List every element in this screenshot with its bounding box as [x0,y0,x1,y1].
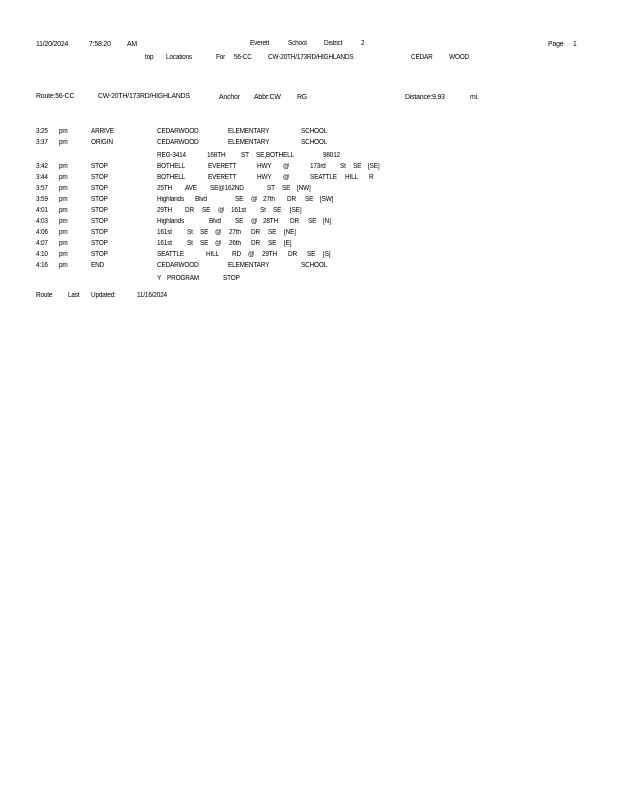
stop-time: 3:42 [36,163,48,170]
district-word-3: District [324,40,343,47]
stop-location-word: ELEMENTARY [228,139,270,146]
stop-location-word: @ [248,251,255,258]
footer-word-1: Route [36,292,53,299]
stop-location-word: REG-3414 [157,152,186,159]
stop-location-word: SE [235,218,244,225]
stop-location-word: @ [283,163,290,170]
stop-location-word: SE [305,196,314,203]
stop-type: STOP [91,163,108,170]
anchor-label: Anchor [219,92,240,101]
stop-location-word: @ [251,218,258,225]
stop-location-word: SE [200,229,209,236]
stop-location-word: SE [200,240,209,247]
stop-location-word: SE [308,218,317,225]
stop-type: END [91,262,105,269]
stop-location-word: DR [251,229,260,236]
stop-time: 4:16 [36,262,48,269]
stop-location-word: 173rd [310,163,326,170]
footer-word-2: Last [68,292,80,299]
stop-location-word: RD [232,251,241,258]
stop-location-word: CEDARWOOD [157,139,199,146]
stop-location-word: DR [290,218,299,225]
stop-ampm: pm [59,139,68,146]
stop-location-word: EVERETT [208,163,237,170]
stop-location-word: HILL [345,174,358,181]
stop-location-word: St [187,229,193,236]
stop-ampm: pm [59,207,68,214]
stop-ampm: pm [59,229,68,236]
stop-location-word: SCHOOL [301,139,328,146]
stop-location-word: AVE [185,185,197,192]
stop-type: STOP [91,185,108,192]
subtitle-route-name: CW-20TH/173RD/HIGHLANDS [268,54,354,61]
stop-type: STOP [91,240,108,247]
route-name: CW-20TH/173RD/HIGHLANDS [98,91,190,100]
rg-label: RG [297,92,307,101]
stop-location-word: 25TH [157,185,173,192]
stop-location-word: PROGRAM [167,275,199,282]
stop-type: STOP [91,229,108,236]
stop-location-word: DR [185,207,194,214]
stop-location-word: Highlands [157,196,184,203]
stop-location-word: DR [288,251,297,258]
stop-location-word: HWY [257,174,272,181]
stop-location-word: HWY [257,163,272,170]
stop-location-word: [E] [284,240,292,247]
stop-location-word: 27th [263,196,275,203]
stop-location-word: SEATTLE [157,251,184,258]
stop-location-word: @ [215,240,222,247]
stop-location-word: SCHOOL [301,262,328,269]
stop-location-word: St [187,240,193,247]
stop-location-word: SCHOOL [301,128,328,135]
route-code: Route:56-CC [36,91,75,100]
stop-ampm: pm [59,240,68,247]
stop-location-word: ELEMENTARY [228,262,270,269]
stop-location-word: @ [251,196,258,203]
stop-location-word: SE [273,207,282,214]
report-ampm: AM [127,39,137,48]
subtitle-word-7: WOOD [449,54,470,61]
stop-location-word: 161st [231,207,246,214]
subtitle-word-3: For [216,54,226,61]
stop-type: ORIGIN [91,139,113,146]
stop-ampm: pm [59,196,68,203]
stop-type: STOP [91,218,108,225]
page-number: 1 [573,39,577,48]
stop-location-word: [NE] [284,229,296,236]
stop-type: STOP [91,207,108,214]
stop-location-word: SE@162ND [210,185,244,192]
footer-date: 11/16/2024 [137,292,167,299]
stop-time: 4:01 [36,207,48,214]
stop-location-word: ST [267,185,275,192]
stop-ampm: pm [59,163,68,170]
stop-location-word: SE [268,229,277,236]
stop-location-word: St [340,163,346,170]
stop-ampm: pm [59,251,68,258]
report-date: 11/20/2024 [36,39,69,48]
stop-time: 3:25 [36,128,48,135]
stop-location-word: @ [283,174,290,181]
abbr-label: Abbr:CW [254,92,281,101]
stop-time: 3:37 [36,139,48,146]
stop-location-word: ELEMENTARY [228,128,270,135]
stop-ampm: pm [59,128,68,135]
stop-location-word: 26th [229,240,241,247]
stop-location-word: 27th [229,229,241,236]
stop-time: 3:57 [36,185,48,192]
district-word-4: 2 [361,40,365,47]
stop-location-word: [NW] [297,185,311,192]
stop-location-word: CEDARWOOD [157,128,199,135]
footer-word-3: Updated: [91,292,116,299]
stop-type: STOP [91,196,108,203]
stop-time: 4:03 [36,218,48,225]
stop-location-word: [N] [323,218,331,225]
stop-location-word: 161st [157,240,172,247]
stop-type: STOP [91,174,108,181]
stop-time: 4:07 [36,240,48,247]
subtitle-word-2: Locations [166,54,192,61]
stop-location-word: 29TH [157,207,173,214]
stop-type: ARRIVE [91,128,114,135]
stop-location-word: [SE] [368,163,380,170]
stop-location-word: BOTHELL [157,163,186,170]
distance-label: Distance:9.93 [405,92,445,101]
stop-time: 4:06 [36,229,48,236]
district-word-2: School [288,40,307,47]
stop-ampm: pm [59,262,68,269]
stop-location-word: R [369,174,374,181]
stop-ampm: pm [59,218,68,225]
page-label: Page [548,39,564,48]
stop-location-word: SEATTLE [310,174,337,181]
stop-type: STOP [91,251,108,258]
stop-location-word: Blvd [209,218,221,225]
subtitle-route-code: 56-CC [234,54,252,61]
district-word-1: Everett [250,40,270,47]
stop-location-word: 28TH [263,218,279,225]
subtitle-word-1: top [145,54,154,61]
subtitle-word-6: CEDAR [411,54,433,61]
stop-location-word: SE [282,185,291,192]
stop-location-word: HILL [206,251,219,258]
stop-location-word: DR [251,240,260,247]
stop-location-word: SE [307,251,316,258]
stop-location-word: BOTHELL [157,174,186,181]
stop-location-word: Y [157,275,162,282]
stop-ampm: pm [59,185,68,192]
stop-location-word: SE [353,163,362,170]
stop-time: 3:59 [36,196,48,203]
stop-time: 3:44 [36,174,48,181]
stop-location-word: 168TH [207,152,226,159]
stop-location-word: DR [287,196,296,203]
stop-location-word: Highlands [157,218,184,225]
stop-location-word: @ [215,229,222,236]
stop-location-word: CEDARWOOD [157,262,199,269]
stop-location-word: STOP [223,275,240,282]
stop-location-word: [S] [323,251,331,258]
report-time: 7:58:20 [89,39,111,48]
stop-ampm: pm [59,174,68,181]
stop-location-word: SE,BOTHELL [256,152,294,159]
stop-location-word: St [260,207,266,214]
stop-time: 4:10 [36,251,48,258]
stop-location-word: EVERETT [208,174,237,181]
stop-location-word: 29TH [262,251,278,258]
stop-location-word: [SE] [290,207,302,214]
stop-location-word: SE [268,240,277,247]
stop-location-word: [SW] [320,196,334,203]
stop-location-word: @ [218,207,225,214]
stop-location-word: 161st [157,229,172,236]
stop-location-word: 98012 [323,152,340,159]
distance-unit: mi. [470,92,479,101]
stop-location-word: Blvd [195,196,207,203]
stop-location-word: SE [235,196,244,203]
stop-location-word: ST [241,152,249,159]
stop-location-word: SE [202,207,211,214]
